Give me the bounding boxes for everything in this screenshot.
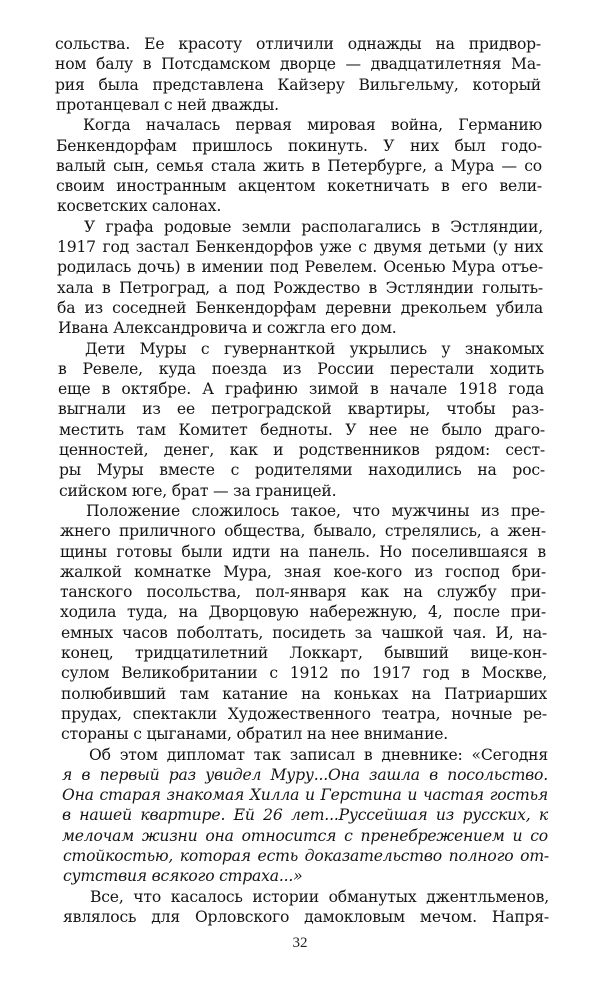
text-line: Когда началась первая мировая война, Германию <box>83 116 542 135</box>
text-line: полюбивший там катание на коньках на Патриарших <box>61 684 547 703</box>
text-line: хала в Петроград, а под Рождество в Эстляндии голыть- <box>57 278 543 297</box>
text-line: выгнали из ее петроградской квартиры, чтобы раз- <box>58 400 544 419</box>
text-line: Об этом дипломат так записал в дневнике: «Сегодня <box>89 745 548 764</box>
text-line: Бенкендорфам пришлось покинуть. У них был годо- <box>56 136 542 155</box>
text-line: ба из соседней Бенкендорфам деревни дрекольем убила <box>57 298 543 317</box>
text-line: жнего приличного общества, бывало, стрелялись, а жен- <box>60 522 546 541</box>
text-line: валый сын, семья стала жить в Петербурге, а Мура — со <box>56 156 542 175</box>
text-line: 1917 год застал Бенкендорфов уже с двумя детьми (у них <box>57 238 543 256</box>
text-line: сольства. Ее красоту отличили однажды на придвор- <box>55 35 541 53</box>
text-line: протанцевал с ней дважды. <box>56 95 279 114</box>
text-line: емных часов поболтать, посидеть за чашкой чая. И, на- <box>61 623 547 642</box>
text-line: жалкой комнатке Мура, зная кое-кого из господ бри- <box>60 562 546 581</box>
text-line: я в первый раз увидел Муру...Она зашла в посольство. <box>62 765 548 784</box>
text-line: У графа родовые земли располагались в Эстляндии, <box>84 217 543 236</box>
text-line: ходила туда, на Дворцовую набережную, 4, после при- <box>60 603 546 622</box>
text-line: ценностей, денег, как и родственников рядом: сест- <box>59 441 545 459</box>
text-line: Она старая знакомая Хилла и Герстина и частая гостья <box>62 786 548 805</box>
page-number: 32 <box>292 935 308 951</box>
text-line: стойкостью, которая есть доказательство полного от- <box>63 847 549 865</box>
text-line: сулом Великобритании с 1912 по 1917 год в Москве, <box>61 664 547 683</box>
text-line: являлось для Орловского дамокловым мечом. Напря- <box>63 907 549 926</box>
text-line: еще в октябре. А графиню зимой в начале 1918 года <box>58 380 544 399</box>
text-line: щины готовы были идти на панель. Но поселившаяся в <box>60 542 546 561</box>
text-line: конец, тридцатилетний Локкарт, бывший вице-кон- <box>61 644 547 662</box>
text-line: рия была представлена Кайзеру Вильгельму, который <box>55 75 541 94</box>
text-line: сутствия всякого страха...» <box>63 867 303 886</box>
text-line: Дети Муры с гувернанткой укрылись у знакомых <box>85 339 544 358</box>
text-line: стораны с цыганами, обратил на нее внимание. <box>61 725 449 744</box>
text-line: мелочам жизни она относится с пренебрежением и со <box>62 826 548 845</box>
text-line: своим иностранным акцентом кокетничать в его вели- <box>56 177 542 196</box>
text-line: родилась дочь) в имении под Ревелем. Осенью Мура отъе- <box>57 258 543 277</box>
text-line: Положение сложилось такое, что мужчины из пре- <box>86 501 545 520</box>
text-line: местить там Комитет бедноты. У нее не было драго- <box>59 420 545 439</box>
text-line: танского посольства, пол-января как на службу при- <box>60 583 546 602</box>
text-line: ры Муры вместе с родителями находились на рос- <box>59 461 545 480</box>
text-line: сийском юге, брат — за границей. <box>59 481 337 500</box>
text-line: прудах, спектакли Художественного театра, ночные ре- <box>61 704 547 723</box>
text-line: Все, что касалось истории обманутых джентльменов, <box>90 887 549 906</box>
text-line: в Ревеле, куда поезда из России перестали ходить <box>58 359 544 378</box>
text-line: в нашей квартире. Ей 26 лет...Руссейшая из русских, к <box>62 806 548 825</box>
text-line: ном балу в Потсдамском дворце — двадцатилетняя Ма- <box>55 55 541 74</box>
text-line: Ивана Александровича и сожгла его дом. <box>58 319 397 338</box>
text-line: косветских салонах. <box>57 197 222 216</box>
